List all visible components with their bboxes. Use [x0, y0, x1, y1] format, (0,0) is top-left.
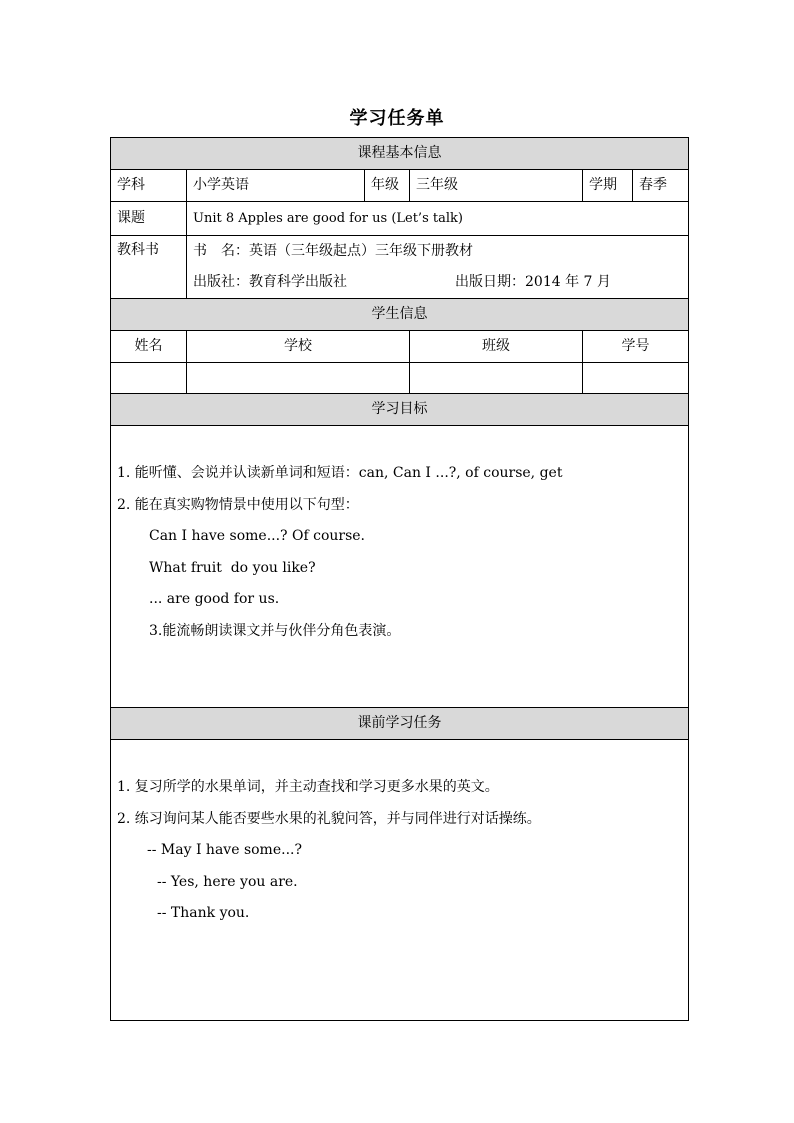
objective-line-3: 3.能流畅朗读课文并与伙伴分角色表演。	[149, 622, 401, 639]
publisher-line	[193, 267, 682, 298]
objective-pattern-1: Can I have some...? Of course.	[149, 528, 366, 544]
objective-line-1: 1. 能听懂、会说并认读新单词和短语：can, Can I ...?, of course, get	[117, 465, 563, 481]
objective-pattern-2: What fruit do you like?	[149, 559, 316, 576]
dialogue-line-1: -- May I have some...?	[147, 842, 302, 858]
pre-class-tasks-header: 课前学习任务	[111, 708, 689, 740]
page-title: 学习任务单	[349, 108, 445, 129]
class-header: 班级	[410, 331, 583, 363]
objective-line-2: 2. 能在真实购物情景中使用以下句型：	[117, 496, 359, 513]
school-field[interactable]	[187, 363, 410, 394]
task-sheet-table	[110, 137, 689, 1021]
topic-label: 课题	[111, 202, 187, 236]
publish-date: 出版日期：2014 年 7 月	[455, 274, 611, 290]
subject-label: 学科	[111, 170, 187, 202]
pre-class-tasks-body	[111, 740, 689, 1021]
dialogue-line-3: -- Thank you.	[157, 905, 250, 921]
student-id-field[interactable]	[583, 363, 689, 394]
subject-value: 小学英语	[187, 170, 365, 202]
student-name-field[interactable]	[111, 363, 187, 394]
course-info-header: 课程基本信息	[111, 138, 689, 170]
student-info-header: 学生信息	[111, 299, 689, 331]
topic-value: Unit 8 Apples are good for us (Let’s talk)	[187, 202, 689, 236]
school-header: 学校	[187, 331, 410, 363]
grade-label: 年级	[365, 170, 410, 202]
grade-value: 三年级	[410, 170, 583, 202]
task-line-2: 2. 练习询问某人能否要些水果的礼貌问答，并与同伴进行对话操练。	[117, 810, 541, 827]
objectives-body	[111, 426, 689, 708]
student-name-header: 姓名	[111, 331, 187, 363]
textbook-name: 书 名：英语（三年级起点）三年级下册教材	[193, 243, 473, 259]
publisher: 出版社：教育科学出版社	[193, 274, 347, 290]
textbook-label: 教科书	[111, 236, 187, 299]
objectives-header: 学习目标	[111, 394, 689, 426]
textbook-info	[187, 236, 689, 299]
student-id-header: 学号	[583, 331, 689, 363]
dialogue-line-2: -- Yes, here you are.	[157, 873, 298, 890]
term-value: 春季	[633, 170, 689, 202]
task-line-1: 1. 复习所学的水果单词，并主动查找和学习更多水果的英文。	[117, 779, 499, 795]
class-field[interactable]	[410, 363, 583, 394]
objective-pattern-3: ... are good for us.	[149, 591, 280, 607]
term-label: 学期	[583, 170, 633, 202]
